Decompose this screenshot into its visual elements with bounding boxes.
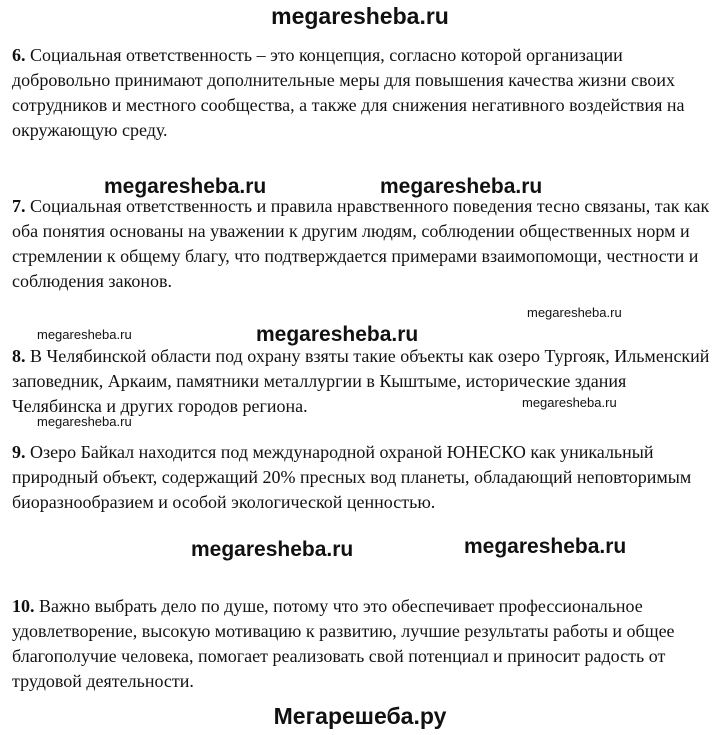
answer-text: Социальная ответственность и правила нравственного поведения тесно связаны, так как оба понятия основаны на уважении к другим людям, соблюдении общественных норм и стремлении к общему благу, что подтверждается примерами взаимопомощи, честности и соблюдения законов. — [12, 196, 710, 291]
answer-9 — [12, 440, 712, 515]
watermark: megaresheba.ru — [191, 538, 354, 561]
answer-10 — [12, 594, 712, 694]
answer-number: 6. — [12, 45, 26, 65]
watermark: megaresheba.ru — [464, 535, 627, 558]
site-footer-watermark: Мегарешеба.ру — [273, 703, 447, 729]
watermark: megaresheba.ru — [522, 395, 617, 410]
answer-text: Социальная ответственность – это концепция, согласно которой организации добровольно принимают дополнительные меры для повышения качества жизни своих сотрудников и местного сообщества, а также для снижения негативного воздействия на окружающую среду. — [12, 45, 685, 140]
answer-number: 8. — [12, 346, 26, 366]
answer-number: 10. — [12, 596, 35, 616]
site-header-watermark: megaresheba.ru — [271, 3, 449, 29]
watermark: megaresheba.ru — [256, 323, 419, 346]
answer-6 — [12, 43, 712, 143]
watermark: megaresheba.ru — [104, 175, 267, 198]
watermark: megaresheba.ru — [37, 414, 132, 429]
watermark: megaresheba.ru — [380, 175, 543, 198]
answer-7 — [12, 194, 712, 294]
answer-number: 9. — [12, 442, 26, 462]
answer-text: Важно выбрать дело по душе, потому что это обеспечивает профессиональное удовлетворение, высокую мотивацию к развитию, лучшие результаты работы и общее благополучие человека, помогает реализовать свой потенциал и приносит радость от трудовой деятельности. — [12, 596, 675, 691]
watermark: megaresheba.ru — [37, 327, 132, 342]
answer-number: 7. — [12, 196, 26, 216]
watermark: megaresheba.ru — [527, 305, 622, 320]
answer-text: В Челябинской области под охрану взяты такие объекты как озеро Тургояк, Ильменский заповедник, Аркаим, памятники металлургии в Кыштыме, исторические здания Челябинска и других городов региона. — [12, 346, 710, 416]
answer-text: Озеро Байкал находится под международной охраной ЮНЕСКО как уникальный природный объект, содержащий 20% пресных вод планеты, обладающий неповторимым биоразнообразием и особой экологической ценностью. — [12, 442, 692, 512]
